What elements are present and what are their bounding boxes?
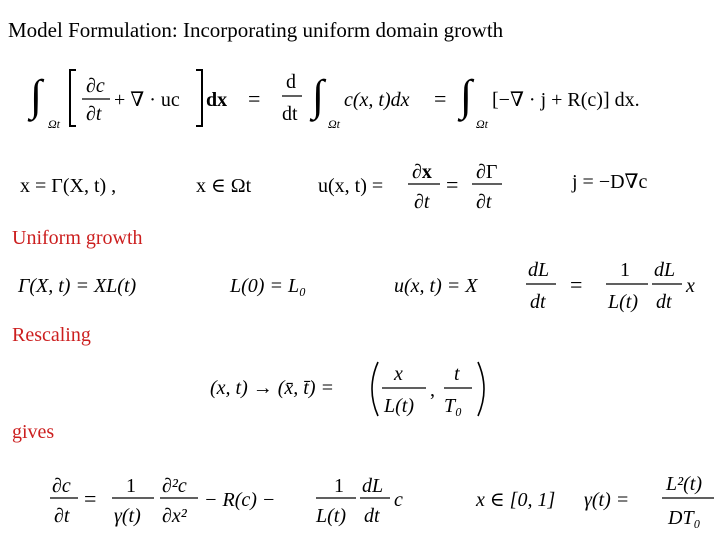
frac-numerator: ∂x [412, 161, 432, 183]
right-bracket [196, 70, 202, 126]
equals-sign: = [446, 172, 459, 197]
frac-denominator: ∂t [54, 505, 70, 527]
flux-definition: j = −D∇c [572, 171, 648, 193]
frac-numerator: ∂c [52, 475, 71, 497]
growth-map: Γ(X, t) = XL(t) [18, 275, 137, 297]
frac-numerator: t [454, 363, 460, 385]
frac-numerator: ∂c [86, 75, 105, 97]
concentration-integrand: c(x, t)dx [344, 89, 410, 111]
integral-sign: ∫ [460, 71, 473, 120]
equals-sign: = [84, 486, 97, 511]
c-tail: c [394, 489, 403, 511]
equals-sign: = [434, 86, 447, 111]
x-tail: x [686, 275, 695, 297]
section-label-rescaling: Rescaling [12, 324, 91, 346]
section-label-uniform-growth: Uniform growth [12, 227, 143, 249]
frac-denominator: L(t) [608, 291, 638, 313]
section-label-gives: gives [12, 421, 55, 443]
frac-denominator: dt [656, 291, 672, 313]
right-paren [478, 362, 484, 416]
frac-denominator: L(t) [384, 395, 414, 417]
ddt-numerator: d [286, 71, 296, 93]
final-equation [50, 466, 718, 532]
frac-numerator: ∂Γ [476, 161, 498, 183]
integral-equation [30, 62, 690, 134]
divergence-term: + ∇ · uc [114, 89, 180, 111]
page-title: Model Formulation: Incorporating uniform domain growth [8, 18, 504, 42]
frac-denominator: ∂t [86, 103, 102, 125]
reaction-term: − R(c) − [204, 489, 276, 511]
frac-numerator: L²(t) [666, 473, 702, 495]
frac-numerator: x [394, 363, 403, 385]
frac-denominator: ∂t [476, 191, 492, 213]
rescaling-equation [210, 356, 500, 422]
dx-label: dx [206, 89, 228, 111]
frac-denominator: T₀ [444, 395, 463, 417]
domain-subscript: Ωt [328, 117, 341, 131]
frac-numerator: 1 [126, 475, 136, 497]
frac-numerator: 1 [620, 259, 630, 281]
lagrangian-map: x = Γ(X, t) , [20, 175, 117, 197]
frac-numerator: 1 [334, 475, 344, 497]
initial-length: L(0) = L₀ [230, 275, 307, 297]
frac-denominator: ∂t [414, 191, 430, 213]
frac-numerator: dL [362, 475, 384, 497]
frac-denominator: ∂x² [162, 505, 187, 527]
frac-denominator: γ(t) [114, 505, 141, 527]
frac-denominator: dt [364, 505, 380, 527]
frac-denominator: L(t) [316, 505, 346, 527]
rescaling-map: (x, t) → (x̄, t̄) = [210, 377, 335, 399]
integral-sign: ∫ [30, 71, 43, 120]
frac-numerator: dL [654, 259, 676, 281]
integral-sign: ∫ [312, 71, 325, 120]
definitions-equation [20, 158, 710, 218]
frac-denominator: dt [530, 291, 546, 313]
domain-membership: x ∈ Ωt [196, 175, 252, 197]
flux-reaction-integrand: [−∇ · j + R(c)] dx. [492, 89, 640, 111]
domain-subscript: Ωt [48, 117, 61, 131]
uniform-growth-equation [18, 254, 708, 316]
equals-sign: = [570, 272, 583, 297]
frac-numerator: dL [528, 259, 550, 281]
frac-numerator: ∂²c [162, 475, 187, 497]
velocity-label: u(x, t) = [318, 175, 384, 197]
left-bracket [70, 70, 76, 126]
gamma-label: γ(t) = [584, 489, 630, 511]
frac-denominator: DT₀ [668, 507, 701, 529]
left-paren [372, 362, 378, 416]
ddt-denominator: dt [282, 103, 298, 125]
comma: , [430, 379, 435, 401]
domain-subscript: Ωt [476, 117, 489, 131]
spatial-domain: x ∈ [0, 1] [476, 489, 556, 511]
equals-sign: = [248, 86, 261, 111]
velocity-definition: u(x, t) = X [394, 275, 478, 297]
